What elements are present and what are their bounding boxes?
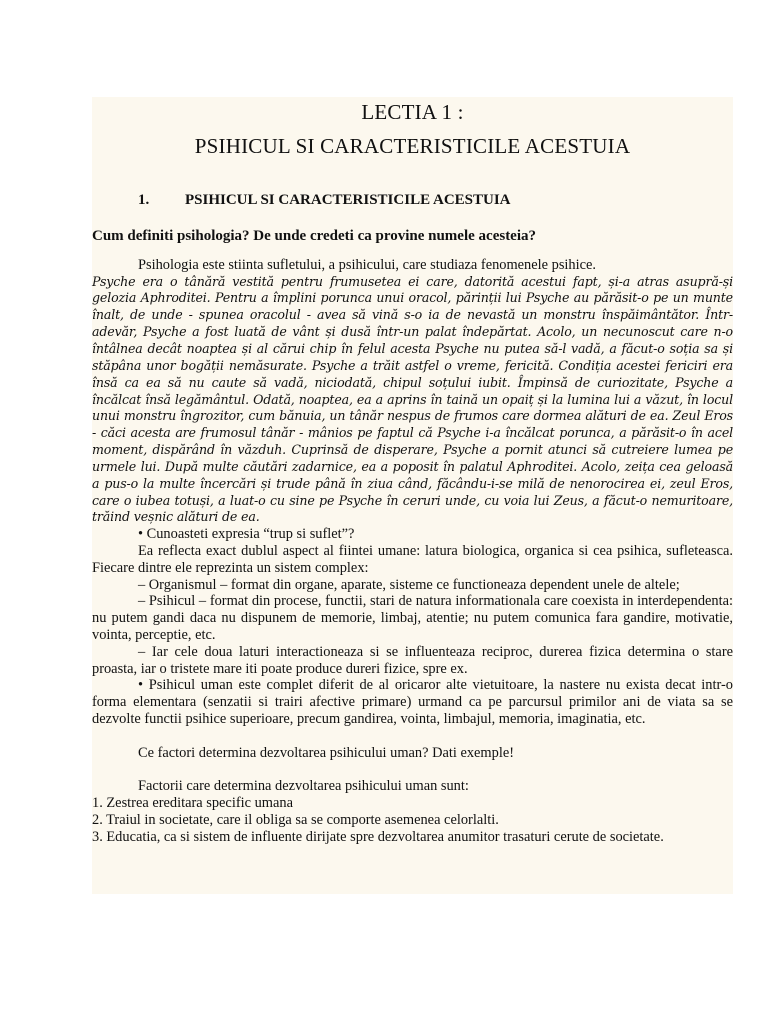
spacer bbox=[92, 761, 733, 778]
definition-paragraph: Psihologia este stiinta sufletului, a psihicului, care studiaza fenomenele psihice. bbox=[138, 256, 596, 273]
section-title: PSIHICUL SI CARACTERISTICILE ACESTUIA bbox=[185, 192, 511, 208]
psychic-item: – Psihicul – format din procese, functii, stari de natura informationala care coexista in interdependenta: nu putem gandi daca nu dispunem de memorie, limbaj, atentie; nu putem comunica fara gandire, motivatie, vointa, perceptie, etc. bbox=[92, 593, 733, 644]
reflect-paragraph: Ea reflecta exact dublul aspect al fiintei umane: latura biologica, organica si cea psihica, sufleteasca. Fiecare dintre ele reprezinta un sistem complex: bbox=[92, 543, 733, 576]
question-definition: Cum definiti psihologia? De unde credeti ca provine numele acesteia? bbox=[92, 228, 537, 244]
factor-item: 1. Zestrea ereditara specific umana bbox=[92, 795, 293, 811]
question-factors: Ce factori determina dezvoltarea psihicului uman? Dati exemple! bbox=[138, 744, 514, 761]
interaction-item: – Iar cele doua laturi interactioneaza si se influenteaza reciproc, durerea fizica determina o stare proasta, iar o tristete mare iti poate produce dureri fizice, spre ex. bbox=[92, 643, 733, 677]
myth-paragraph: Psyche era o tânără vestită pentru frumusetea ei care, datorită acestui fapt, și-a atras asupră-și gelozia Aphroditei. Pentru a împlini porunca unui oracol, părinții lui Psyche au părăsit-o pe un munte înalt, de unde - spunea oracolul - avea să vină s-o ia de nevastă un monstru înspăimântător. Într-adevăr, Psyche a fost luată de vânt și dusă într-un palat îndepărtat. Acolo, un necunoscut care n-o întâlnea decât noaptea și al cărui chip în felul acesta Psyche nu putea să-l vadă, a făcut-o soția sa și stăpâna unor bogății nemăsurate. Psyche a trăit astfel o vreme, fericită. Condiția acestei fericiri era însă ca ea să nu caute să vadă, niciodată, chipul soțului iubit. Împinsă de curiozitate, Psyche a încălcat însă legământul. Odată, noaptea, ea a aprins în taină un opaiț și la lumina lui a văzut, în locul unui monstru îngrozitor, cum bănuia, un tânăr nespus de frumos care dormea alături de ea. Zeul Eros - căci acesta are frumosul tânăr - mânios pe faptul că Psyche i-a încălcat porunca, a părăsit-o în acel moment, dispărând în văzduh. Cuprinsă de disperare, Psyche a pornit atunci să cutreiere lumea pe urmele lui. După multe căutări zadarnice, ea a poposit în palatul Aphroditei. Acolo, zeița cea geloasă a pus-o la multe încercări și trude până în ziua când, făcându-i-se milă de nenorocirea ei, zeul Eros, care o iubea totuși, a luat-o cu sine pe Psyche în ceruri unde, cu voia lui Zeus, a făcut-o nemuritoare, trăind veșnic alături de ea. bbox=[92, 273, 733, 525]
document-body bbox=[92, 228, 733, 845]
lesson-heading: LECTIA 1 : bbox=[361, 100, 464, 124]
section-number: 1. bbox=[138, 192, 150, 208]
organism-item: – Organismul – format din organe, aparate, sisteme ce functioneaza dependent unele de altele; bbox=[138, 576, 680, 593]
factor-item: 2. Traiul in societate, care il obliga sa se comporte asemenea celorlalti. bbox=[92, 811, 499, 828]
factors-intro: Factorii care determina dezvoltarea psihicului uman sunt: bbox=[138, 778, 469, 795]
spacer bbox=[92, 728, 733, 745]
lesson-title: PSIHICUL SI CARACTERISTICILE ACESTUIA bbox=[194, 134, 631, 158]
document-page bbox=[92, 97, 733, 894]
factor-item: 3. Educatia, ca si sistem de influente dirijate spre dezvoltarea anumitor trasaturi cerute de societate. bbox=[92, 828, 664, 845]
bullet-expression: • Cunoasteti expresia “trup si suflet”? bbox=[138, 526, 355, 543]
bullet-human-psyche: • Psihicul uman este complet diferit de al oricaror alte vietuitoare, la nastere nu exista decat intr-o forma elementara (senzatii si trairi afective primare) urmand ca pe parcursul primilor ani de viata sa se dezvolte functii psihice superioare, precum gandirea, vointa, limbajul, memoria, imaginatia, etc. bbox=[92, 677, 733, 728]
